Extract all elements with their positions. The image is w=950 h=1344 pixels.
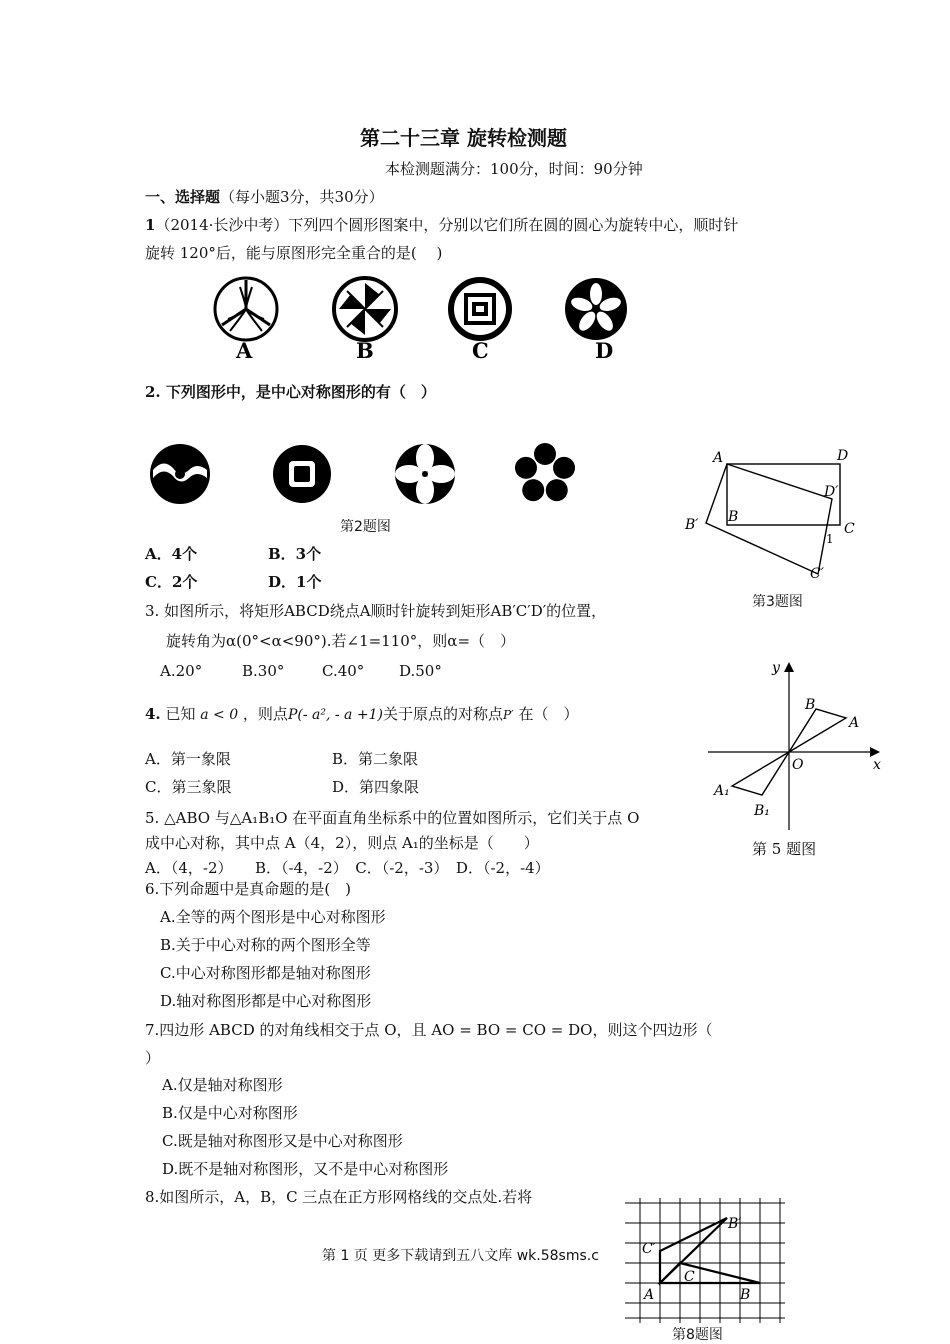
- q1-figures: [200, 275, 650, 365]
- q1-figure-c: [451, 280, 509, 338]
- q4-option-d: D．第四象限: [332, 778, 420, 796]
- page-footer: 第 1 页 更多下载请到五八文库 wk.58sms.c: [322, 1248, 599, 1264]
- q7-option-c: C.既是轴对称图形又是中心对称图形: [162, 1132, 403, 1150]
- section-head: 一、选择题: [145, 188, 221, 206]
- fig3-label-dp: D′: [824, 484, 839, 500]
- q7-stem-cont: ）: [145, 1049, 161, 1067]
- q2-option-c: C．2个: [145, 573, 198, 591]
- q2-option-b: B．3个: [268, 545, 322, 563]
- page-subtitle: 本检测题满分：100分，时间：90分钟: [385, 160, 643, 178]
- q6-option-d: D.轴对称图形都是中心对称图形: [160, 992, 372, 1010]
- q5-line1: 5. △ABO 与△A₁B₁O 在平面直角坐标系中的位置如图所示，它们关于点 O: [145, 809, 640, 827]
- fig5-label-y: y: [772, 660, 780, 676]
- section-heading: [145, 186, 384, 207]
- fig3-label-a: A: [713, 450, 724, 466]
- q3-option-b: B.30°: [242, 662, 285, 680]
- q1-label-b: B: [356, 338, 374, 363]
- section-note: （每小题3分，共30分）: [220, 188, 384, 206]
- fig3-label-cp: C′: [810, 566, 824, 582]
- q4-cond: a < 0: [200, 707, 239, 723]
- q4-num: 4.: [145, 705, 161, 723]
- page-title: 第二十三章 旋转检测题: [360, 126, 567, 150]
- fig5-label-b: B: [805, 697, 816, 713]
- q2-option-d: D．1个: [268, 573, 322, 591]
- q3-option-c: C.40°: [322, 662, 365, 680]
- fig3-label-c: C: [844, 521, 855, 537]
- fig5-label-b1: B₁: [754, 803, 770, 819]
- q4-post: 关于原点的对称点: [382, 705, 503, 723]
- fig3-label-d: D: [837, 448, 849, 464]
- q7-option-b: B.仅是中心对称图形: [162, 1104, 298, 1122]
- q6-stem: 6.下列命题中是真命题的是( ): [145, 880, 352, 898]
- q3-option-a: A.20°: [160, 662, 203, 680]
- q1-figure-d: [565, 278, 627, 340]
- q7-option-a: A.仅是轴对称图形: [162, 1076, 283, 1094]
- q2-option-a: A．4个: [145, 545, 198, 563]
- fig5-triangle-abo: [789, 709, 846, 752]
- q1-text: （2014·长沙中考）下列四个圆形图案中，分别以它们所在圆的圆心为旋转中心，顺时针: [155, 216, 739, 234]
- q2-stem: 2. 下列图形中，是中心对称图形的有（ ）: [145, 383, 436, 401]
- fig8-diagram: [620, 1198, 790, 1323]
- fig3-diagram: [680, 440, 870, 590]
- fig8-grid: [625, 1198, 785, 1323]
- q4-pp: P′: [502, 708, 514, 722]
- q4-point: P(- a², - a +1): [287, 707, 383, 723]
- q4-option-b: B．第二象限: [332, 750, 419, 768]
- fig5-caption: 第 5 题图: [752, 840, 817, 858]
- fig8-caption: 第8题图: [672, 1327, 723, 1343]
- q1-label-d: D: [595, 338, 614, 363]
- fig5-label-o: O: [792, 757, 804, 773]
- q1-line1: [145, 214, 738, 235]
- fig8-label-a: A: [644, 1287, 655, 1303]
- fig8-triangle-abc: [660, 1263, 760, 1283]
- q2-figures: [145, 440, 595, 510]
- fig5-x-arrow: [870, 747, 880, 757]
- fig3-label-b: B: [728, 509, 739, 525]
- fig3-caption: 第3题图: [752, 594, 803, 610]
- fig5-label-a1: A₁: [714, 783, 730, 799]
- q2-figure-4: [512, 443, 578, 506]
- q3-line1: 3. 如图所示，将矩形ABCD绕点A顺时针旋转到矩形AB′C′D′的位置，: [145, 602, 607, 620]
- fig5-label-a: A: [849, 715, 860, 731]
- q6-option-c: C.中心对称图形都是轴对称图形: [160, 964, 371, 982]
- fig5-triangle-a1b1o: [732, 752, 789, 795]
- q1-line2: 旋转 120°后，能与原图形完全重合的是( ): [145, 244, 443, 262]
- fig3-label-1: 1: [826, 532, 834, 546]
- fig5-y-arrow: [784, 662, 794, 672]
- q5-options: A．（4，-2） B．（-4，-2） C．（-2，-3） D．（-2，-4）: [145, 859, 550, 877]
- q2-figure-1: [150, 444, 210, 504]
- q1-label-c: C: [472, 338, 489, 363]
- fig8-label-cp: C′: [642, 1241, 656, 1257]
- q4-end: 在（ ）: [518, 705, 579, 723]
- q2-caption: 第2题图: [340, 519, 391, 535]
- q2-figure-3: [395, 444, 455, 504]
- q4-pre: 已知: [165, 705, 196, 723]
- fig8-label-b: B: [740, 1287, 751, 1303]
- q4-stem: [145, 703, 579, 724]
- q4-option-a: A．第一象限: [145, 750, 231, 768]
- fig3-label-bp: B′: [685, 517, 699, 533]
- q3-line2: 旋转角为α(0°<α<90°).若∠1=110°，则α=（ ）: [166, 632, 516, 650]
- q1-figure-a: [215, 278, 277, 340]
- q1-figure-b: [334, 278, 396, 340]
- fig8-label-c: C: [684, 1269, 695, 1285]
- fig5-label-x: x: [873, 757, 881, 773]
- q5-line2: 成中心对称，其中点 A（4，2），则点 A₁的坐标是（ ）: [145, 834, 539, 852]
- q1-num: 1: [145, 216, 156, 234]
- fig5-diagram: [700, 655, 900, 835]
- fig3-rect-rotated: [706, 464, 832, 574]
- q7-option-d: D.既不是轴对称图形，又不是中心对称图形: [162, 1160, 449, 1178]
- q8-stem: 8.如图所示，A，B，C 三点在正方形网格线的交点处.若将: [145, 1188, 533, 1206]
- q1-label-a: A: [236, 338, 253, 363]
- q4-option-c: C．第三象限: [145, 778, 232, 796]
- q7-stem: 7.四边形 ABCD 的对角线相交于点 O，且 AO = BO = CO = DO，则这个四边形（: [145, 1021, 713, 1039]
- q4-mid: ，则点: [242, 705, 288, 723]
- q3-option-d: D.50°: [399, 662, 442, 680]
- q2-figure-2: [273, 445, 331, 503]
- q6-option-b: B.关于中心对称的两个图形全等: [160, 936, 371, 954]
- q6-option-a: A.全等的两个图形是中心对称图形: [160, 908, 386, 926]
- fig8-label-bp: B′: [728, 1216, 742, 1232]
